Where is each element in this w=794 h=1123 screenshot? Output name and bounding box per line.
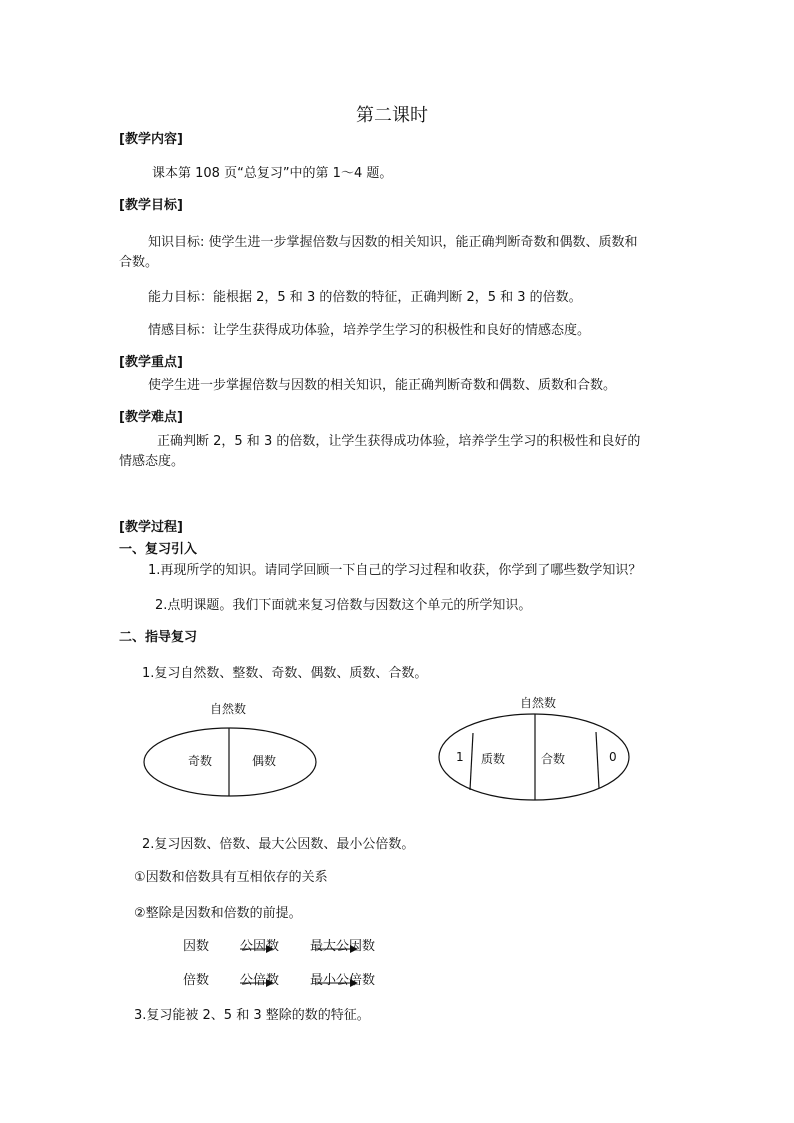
- section1-item2: 2.点明课题。我们下面就来复习倍数与因数这个单元的所学知识。: [155, 598, 532, 613]
- difficulties-heading: [教学难点]: [119, 410, 183, 425]
- process-heading: [教学过程]: [119, 520, 183, 535]
- knowledge-goal-line1: 知识目标: 使学生进一步掌握倍数与因数的相关知识，能正确判断奇数和偶数、质数和: [148, 235, 638, 250]
- flow-greatest-common-factor: 最大公因数: [310, 939, 376, 954]
- content-heading: [教学内容]: [119, 132, 183, 147]
- flow-least-common-multiple: 最小公倍数: [310, 973, 376, 988]
- right-natural-number-diagram: [439, 714, 629, 800]
- flow-multiple: 倍数: [183, 973, 210, 988]
- left-natural-number-diagram: [144, 728, 316, 796]
- section1-title: 一、复习引入: [119, 542, 198, 557]
- section2-note1: ①因数和倍数具有互相依存的关系: [134, 870, 328, 885]
- section2-item3: 3.复习能被 2、5 和 3 整除的数的特征。: [134, 1008, 370, 1023]
- right-divider-3: [596, 732, 599, 788]
- right-prime-label: 质数: [481, 752, 506, 766]
- section2-item1: 1.复习自然数、整数、奇数、偶数、质数、合数。: [142, 666, 428, 681]
- content-text: 课本第 108 页“总复习”中的第 1～4 题。: [152, 166, 393, 181]
- left-odd-label: 奇数: [188, 754, 213, 768]
- knowledge-goal-line2: 合数。: [119, 255, 159, 270]
- page-title: 第二课时: [356, 105, 428, 126]
- right-composite-label: 合数: [541, 752, 566, 766]
- emotion-goal: 情感目标：让学生获得成功体验，培养学生学习的积极性和良好的情感态度。: [148, 323, 591, 338]
- left-ellipse: [144, 728, 316, 796]
- flow-common-factor: 公因数: [240, 939, 280, 954]
- left-even-label: 偶数: [252, 754, 277, 768]
- section1-item1: 1.再现所学的知识。请同学回顾一下自己的学习过程和收获，你学到了哪些数学知识？: [148, 563, 642, 578]
- section2-item2: 2.复习因数、倍数、最大公因数、最小公倍数。: [142, 837, 415, 852]
- difficulties-line2: 情感态度。: [119, 454, 185, 469]
- right-one-label: 1: [456, 750, 464, 764]
- right-diagram-label: 自然数: [520, 696, 557, 710]
- flow-factor: 因数: [183, 939, 210, 954]
- key-points-text: 使学生进一步掌握倍数与因数的相关知识，能正确判断奇数和偶数、质数和合数。: [148, 378, 617, 393]
- section2-title: 二、指导复习: [119, 630, 198, 645]
- ability-goal: 能力目标：能根据 2，5 和 3 的倍数的特征，正确判断 2，5 和 3 的倍数。: [148, 290, 582, 305]
- right-divider-1: [470, 733, 473, 790]
- flow-common-multiple: 公倍数: [240, 973, 280, 988]
- right-ellipse: [439, 714, 629, 800]
- key-points-heading: [教学重点]: [119, 355, 183, 370]
- section2-note2: ②整除是因数和倍数的前提。: [134, 906, 302, 921]
- goals-heading: [教学目标]: [119, 198, 183, 213]
- right-zero-label: 0: [609, 750, 617, 764]
- difficulties-line1: 正确判断 2，5 和 3 的倍数，让学生获得成功体验，培养学生学习的积极性和良好的: [157, 434, 641, 449]
- left-diagram-label: 自然数: [210, 702, 247, 716]
